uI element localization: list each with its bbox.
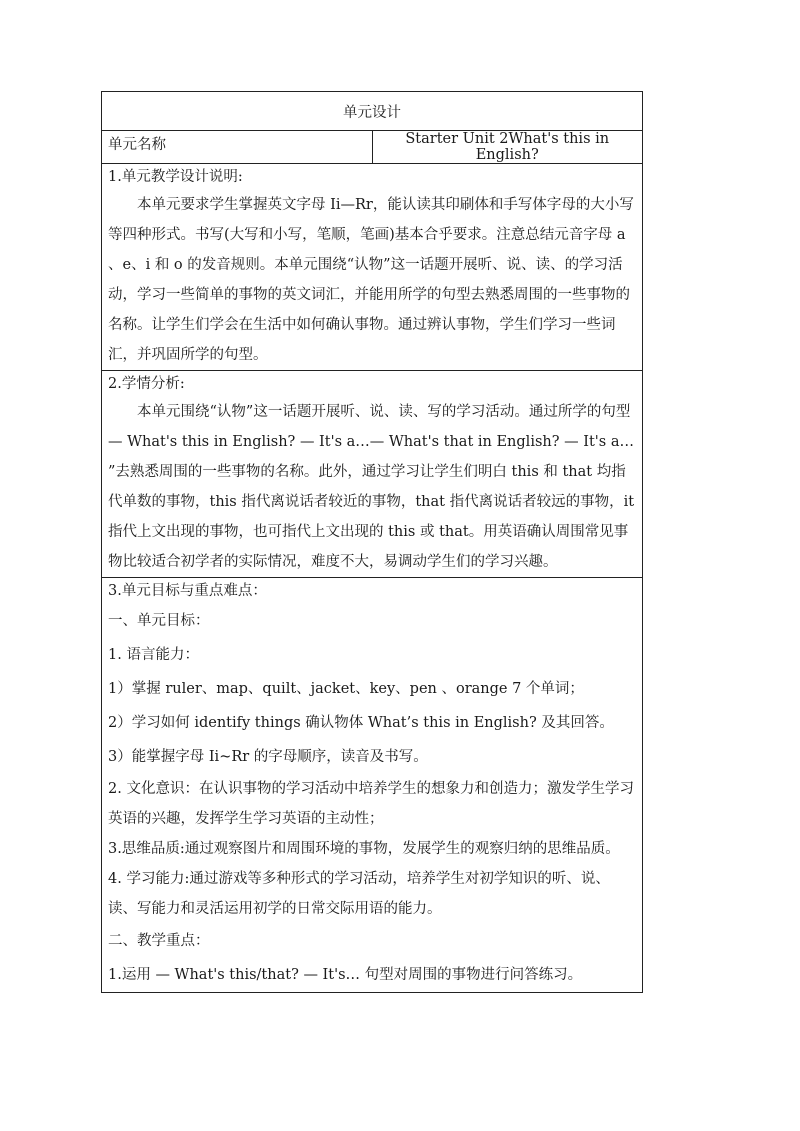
goal-item: 2）学习如何 identify things 确认物体 What’s this in English? 及其回答。 — [108, 715, 614, 731]
key-points-heading: 二、教学重点： — [108, 933, 210, 949]
unit-design-table — [101, 91, 643, 993]
section-learner-analysis — [102, 371, 643, 578]
section-design-description — [102, 164, 643, 371]
unit-name-value: Starter Unit 2What's this in English? — [372, 131, 643, 164]
thinking-quality: 3.思维品质:通过观察图片和周围环境的事物，发展学生的观察归纳的思维品质。 — [108, 841, 620, 857]
section-goals — [102, 578, 643, 993]
section2-paragraph: 本单元围绕“认物”这一话题开展听、说、读、写的学习活动。通过所学的句型— What's this in English? — It's a…— What's that in English? — It's a… ”去熟悉周围的一些事物的名称。此外，通过学习让学生们明白 this 和 that 均指代单数的事物，this 指代离说话者较近的事物，that 指代离说话者较远的事物，it 指代上文出现的事物，也可指代上文出现的 this 或 that。用英语确认周围常见事物比较适合初学者的实际情况，难度不大，易调动学生们的学习兴趣。 — [108, 404, 635, 570]
section1-paragraph: 本单元要求学生掌握英文字母 Ii—Rr，能认读其印刷体和手写体字母的大小写等四种形式。书写(大写和小写，笔顺，笔画)基本合乎要求。注意总结元音字母 a 、e、i 和 o 的发音规则。本单元围绕“认物”这一话题开展听、说、读、的学习活动，学习一些简单的事物的英文词汇，并能用所学的句型去熟悉周围的一些事物的名称。让学生们学会在生活中如何确认事物。通过辨认事物，学生们学习一些词汇，并巩固所学的句型。 — [108, 197, 634, 363]
language-ability-heading: 1. 语言能力： — [108, 647, 199, 663]
key-point-item: 1.运用 — What's this/that? — It's… 句型对周围的事物进行问答练习。 — [108, 967, 583, 983]
learning-ability: 4. 学习能力:通过游戏等多种形式的学习活动，培养学生对初学知识的听、说、读、写能力和灵活运用初学的日常交际用语的能力。 — [108, 871, 610, 917]
unit-name-label: 单元名称 — [102, 131, 373, 164]
culture-awareness: 2. 文化意识：在认识事物的学习活动中培养学生的想象力和创造力；激发学生学习英语的兴趣，发挥学生学习英语的主动性； — [108, 781, 634, 827]
goal-item: 1）掌握 ruler、map、quilt、jacket、key、pen 、orange 7 个单词； — [108, 681, 584, 697]
section1-heading: 1.单元教学设计说明: — [108, 169, 243, 185]
table-title: 单元设计 — [102, 92, 643, 131]
goals-subheading: 一、单元目标： — [108, 613, 210, 629]
section2-heading: 2.学情分析: — [108, 376, 185, 392]
section3-heading: 3.单元目标与重点难点： — [108, 583, 267, 599]
goal-item: 3）能掌握字母 Ii~Rr 的字母顺序，读音及书写。 — [108, 749, 428, 765]
